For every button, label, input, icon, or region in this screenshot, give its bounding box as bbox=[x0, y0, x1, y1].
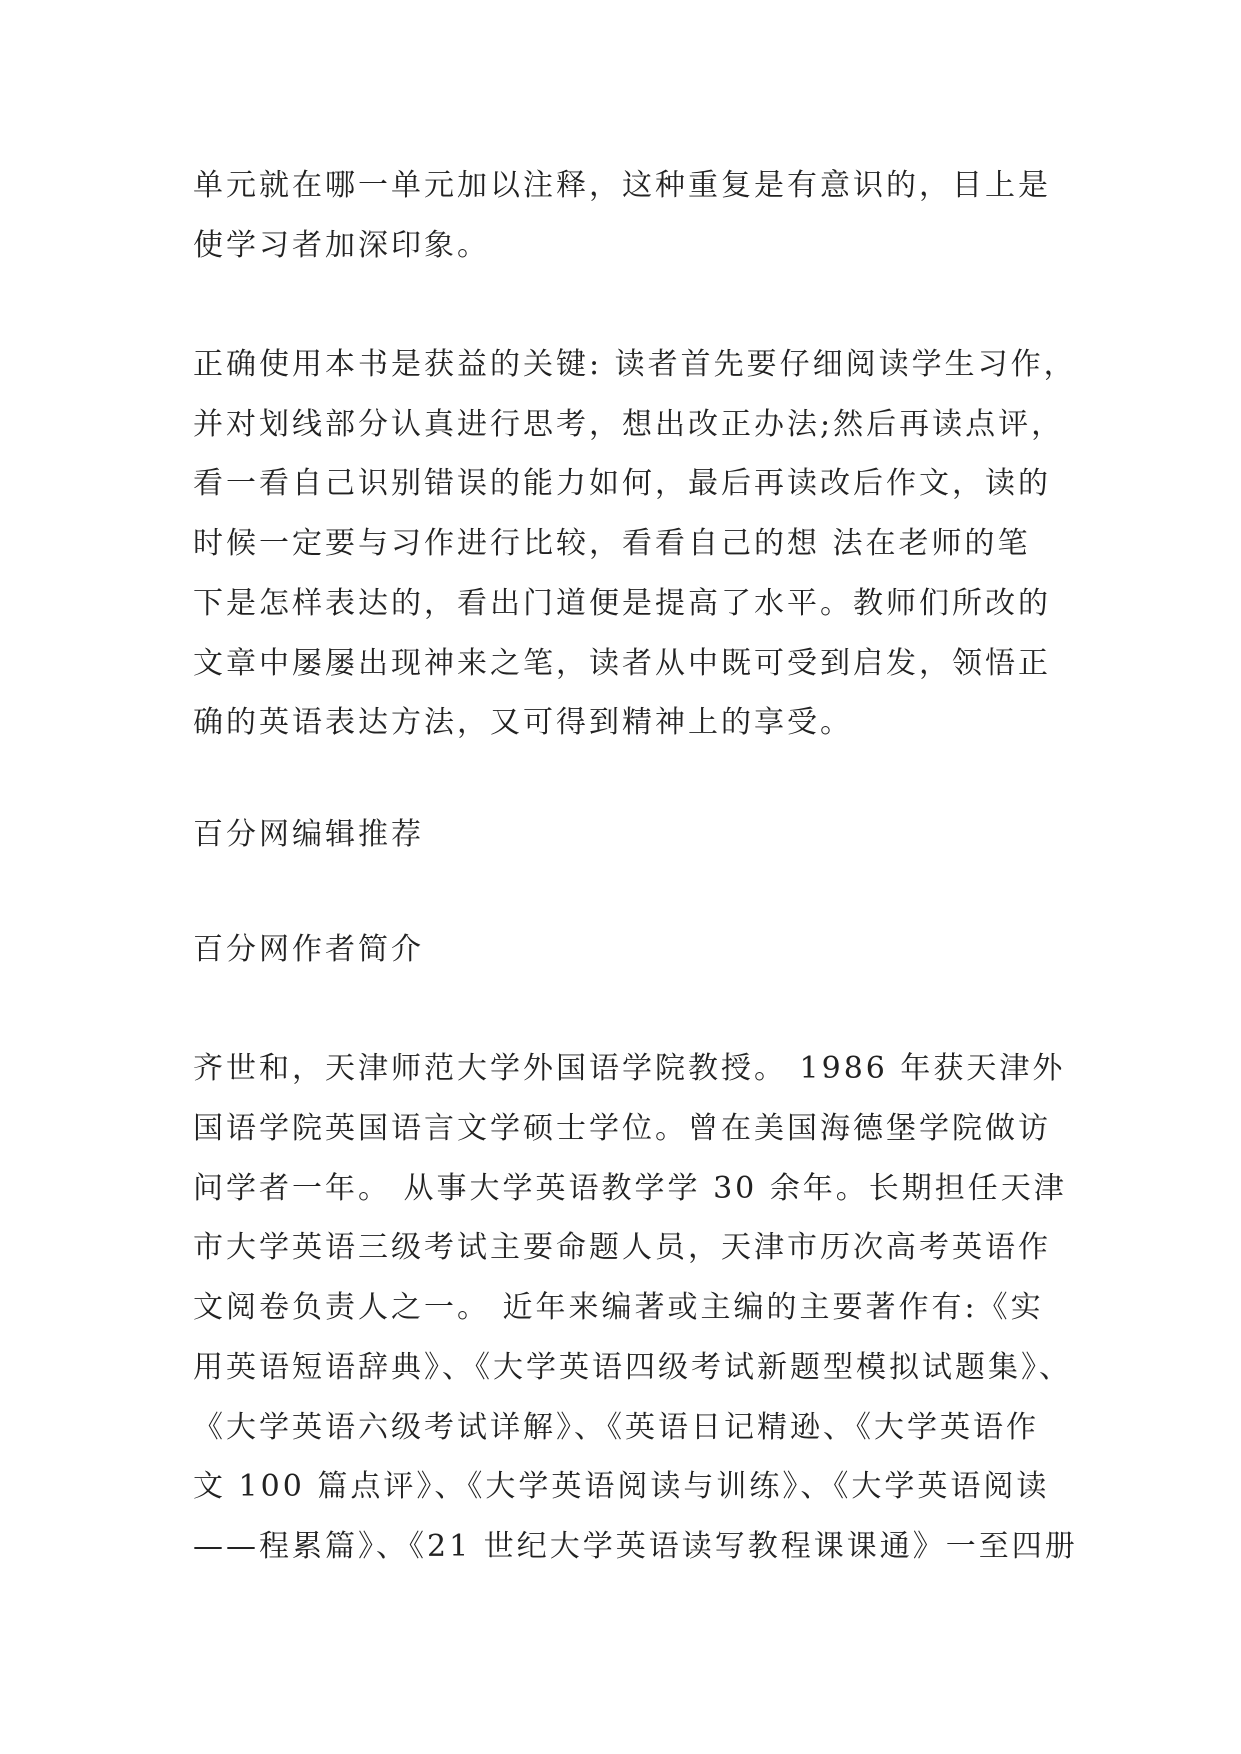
paragraph-2-line-3: 看一看自己识别错误的能力如何，最后再读改后作文，读的 bbox=[193, 466, 1051, 501]
paragraph-3-heading: 百分网编辑推荐 bbox=[193, 817, 424, 852]
paragraph-5-line-4: 市大学英语三级考试主要命题人员，天津市历次高考英语作 bbox=[193, 1230, 1051, 1265]
paragraph-2-line-4: 时候一定要与习作进行比较，看看自己的想 法在老师的笔 bbox=[193, 526, 1031, 561]
paragraph-5-line-1: 齐世和，天津师范大学外国语学院教授。 1986 年获天津外 bbox=[193, 1051, 1066, 1086]
paragraph-2-line-1: 正确使用本书是获益的关键: 读者首先要仔细阅读学生习作， bbox=[193, 347, 1077, 382]
paragraph-2-line-6: 文章中屡屡出现神来之笔，读者从中既可受到启发，领悟正 bbox=[193, 646, 1051, 681]
paragraph-5-line-8: 文 100 篇点评》、《大学英语阅读与训练》、《大学英语阅读 bbox=[193, 1469, 1050, 1504]
paragraph-5-line-3: 问学者一年。 从事大学英语教学学 30 余年。长期担任天津 bbox=[193, 1171, 1067, 1206]
paragraph-4-heading: 百分网作者简介 bbox=[193, 932, 424, 967]
paragraph-5-line-7: 《大学英语六级考试详解》、《英语日记精逊、《大学英语作 bbox=[193, 1410, 1039, 1445]
paragraph-2-line-2: 并对划线部分认真进行思考，想出改正办法;然后再读点评， bbox=[193, 407, 1065, 442]
paragraph-5-line-9: ——程累篇》、《21 世纪大学英语读写教程课课通》一至四册 bbox=[193, 1529, 1078, 1564]
paragraph-1-line-2: 使学习者加深印象。 bbox=[193, 228, 490, 263]
paragraph-5-line-5: 文阅卷负责人之一。 近年来编著或主编的主要著作有:《实 bbox=[193, 1290, 1044, 1325]
paragraph-2-line-7: 确的英语表达方法，又可得到精神上的享受。 bbox=[193, 705, 853, 740]
paragraph-5-line-2: 国语学院英国语言文学硕士学位。曾在美国海德堡学院做访 bbox=[193, 1111, 1051, 1146]
paragraph-5-line-6: 用英语短语辞典》、《大学英语四级考试新题型模拟试题集》、 bbox=[193, 1350, 1072, 1385]
paragraph-1-line-1: 单元就在哪一单元加以注释，这种重复是有意识的，目上是 bbox=[193, 168, 1051, 203]
paragraph-2-line-5: 下是怎样表达的，看出门道便是提高了水平。教师们所改的 bbox=[193, 586, 1051, 621]
